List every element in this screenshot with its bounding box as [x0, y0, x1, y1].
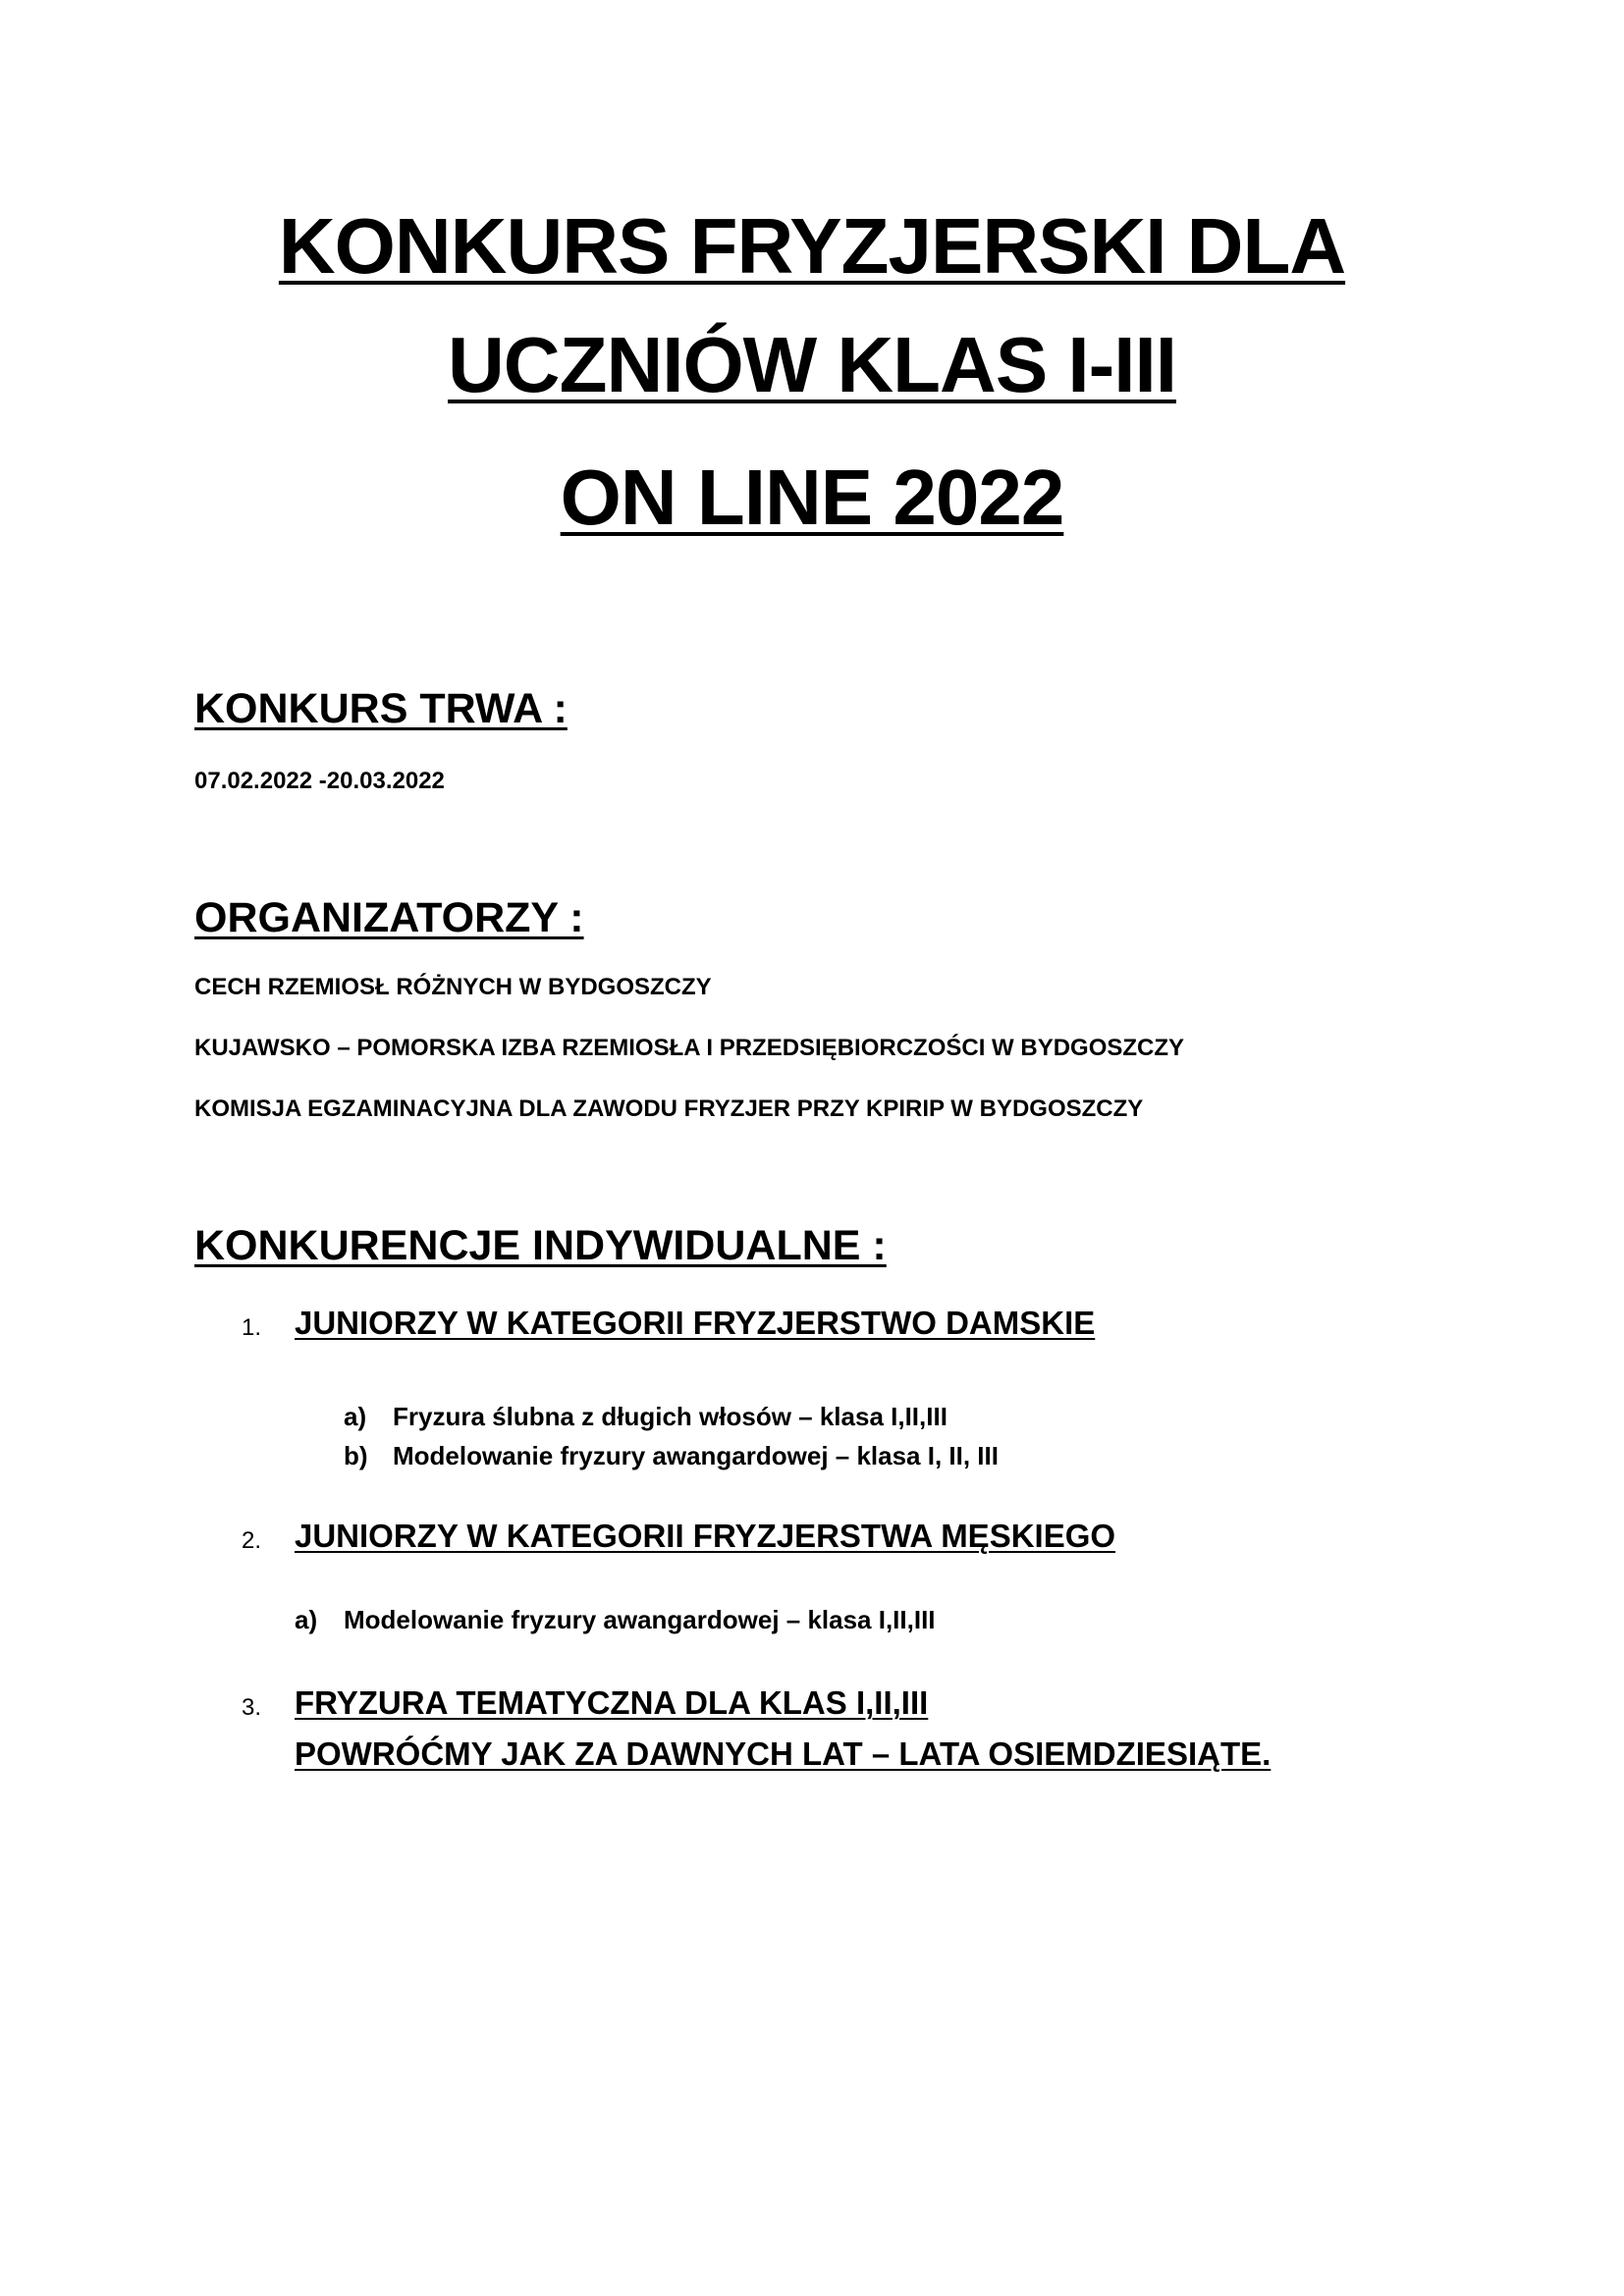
title-line-3: ON LINE 2022 [560, 454, 1064, 541]
title-line-2: UCZNIÓW KLAS I-III [448, 321, 1176, 408]
subitem-text: Modelowanie fryzury awangardowej – klasa I,II,III [344, 1605, 936, 1634]
competition-number: 2. [242, 1527, 262, 1554]
competition-title-line-2: POWRÓĆMY JAK ZA DAWNYCH LAT – LATA OSIEMDZIESIĄTE. [295, 1735, 1272, 1772]
subitem-letter: b) [344, 1441, 368, 1470]
competition-title: JUNIORZY W KATEGORII FRYZJERSTWA MĘSKIEGO [295, 1518, 1116, 1554]
organizer-item: CECH RZEMIOSŁ RÓŻNYCH W BYDGOSZCZY [194, 974, 712, 1000]
competition-number: 1. [242, 1314, 262, 1341]
organizer-item: KOMISJA EGZAMINACYJNA DLA ZAWODU FRYZJER PRZY KPIRIP W BYDGOSZCZY [194, 1095, 1144, 1122]
competition-number: 3. [242, 1694, 262, 1721]
subitem-text: Fryzura ślubna z długich włosów – klasa I,II,III [393, 1402, 947, 1431]
competitions-heading: KONKURENCJE INDYWIDUALNE : [194, 1222, 887, 1269]
organizer-item: KUJAWSKO – POMORSKA IZBA RZEMIOSŁA I PRZEDSIĘBIORCZOŚCI W BYDGOSZCZY [194, 1035, 1185, 1061]
subitem-letter: a) [344, 1402, 367, 1431]
subitem-text: Modelowanie fryzury awangardowej – klasa I, II, III [393, 1441, 999, 1470]
title-line-1: KONKURS FRYZJERSKI DLA [278, 202, 1346, 290]
competition-title: FRYZURA TEMATYCZNA DLA KLAS I,II,III [295, 1684, 929, 1721]
subitem-letter: a) [295, 1605, 318, 1634]
duration-heading: KONKURS TRWA : [194, 685, 568, 732]
competition-title: JUNIORZY W KATEGORII FRYZJERSTWO DAMSKIE [295, 1305, 1096, 1341]
organizers-heading: ORGANIZATORZY : [194, 894, 584, 941]
duration-dates: 07.02.2022 -20.03.2022 [194, 768, 445, 794]
